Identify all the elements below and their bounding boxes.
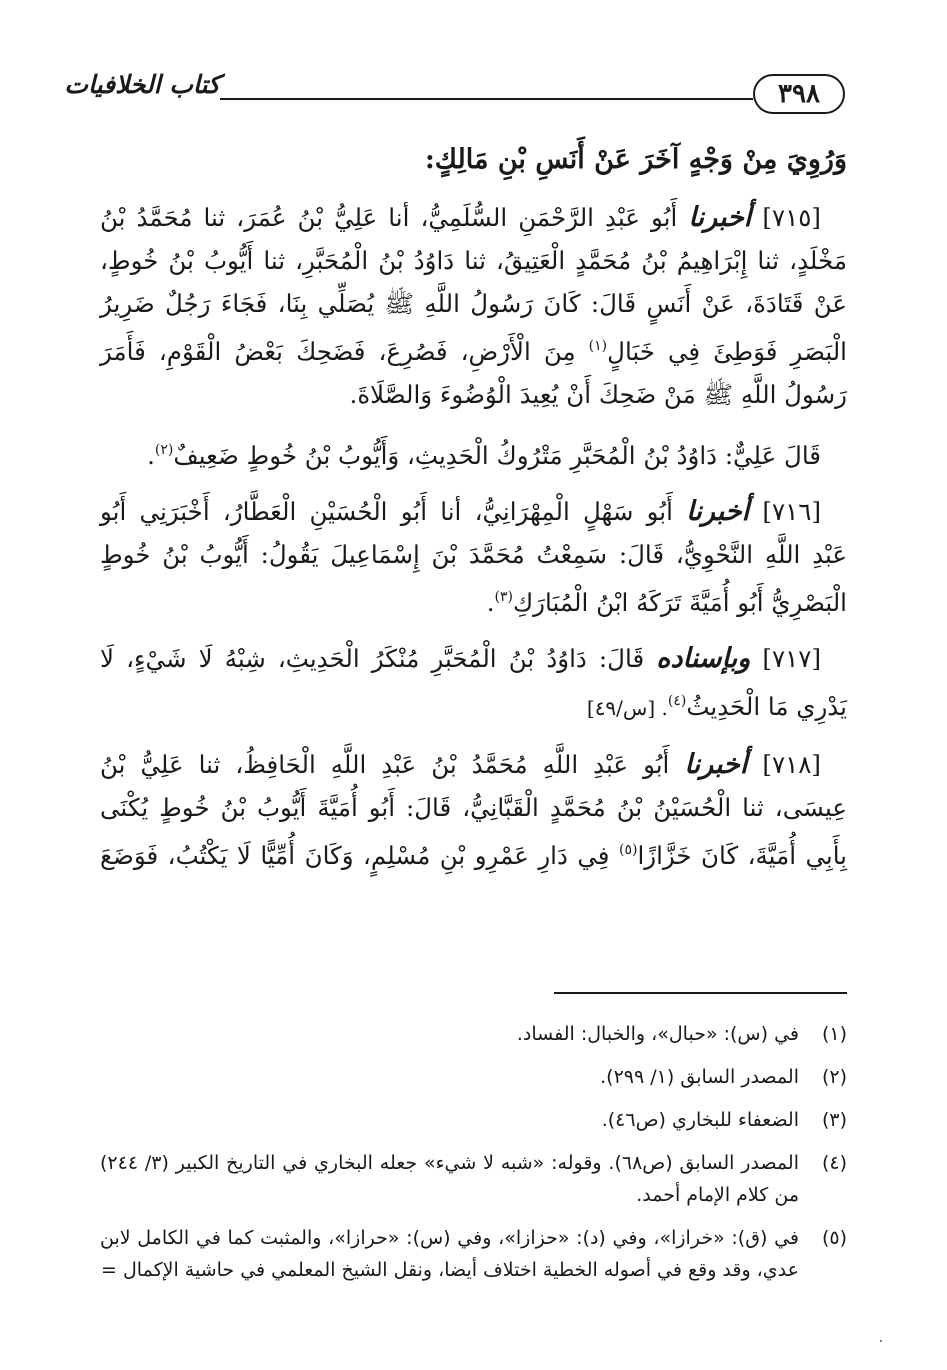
footnote-separator: [554, 992, 847, 994]
hadith-718-line-2: عِيسَى، ثنا الْحُسَيْنُ بْنُ مُحَمَّدٍ الْقَبَّانِيُّ، قَالَ: أَبُو أُمَيَّةَ أَيُّوبُ بْنُ خُوطٍ يُكْنَى: [100, 793, 847, 822]
footnote-5: [100, 1222, 847, 1286]
hadith-718-line-3: بِأَبِي أُمَيَّةَ، كَانَ خَزَّازًا$^{(٥)}$ فِي دَارِ عَمْرِو بْنِ مُسْلِمٍ، وَكَانَ أُمِّيًّا لَا يَكْتُبُ، فَوَضَعَ: [100, 841, 847, 870]
running-title: كتاب الخلافيات: [64, 70, 220, 99]
hadith-number: [٧١٧]: [762, 644, 821, 673]
hadith-number: [٧١٦]: [762, 497, 821, 526]
footnote-2: [100, 1061, 847, 1093]
hadith-716-line-2: عَبْدِ اللَّهِ النَّحْوِيُّ، قَالَ: سَمِعْتُ مُحَمَّدَ بْنَ إِسْمَاعِيلَ يَقُولُ: أَيُّوبُ بْنُ خُوطٍ: [100, 540, 847, 569]
section-heading: وَرُوِيَ مِنْ وَجْهٍ آخَرَ عَنْ أَنَسِ بْنِ مَالِكٍ:: [424, 144, 847, 175]
hadith-715-line-2: مَخْلَدٍ، ثنا إِبْرَاهِيمُ بْنُ مُحَمَّدٍ الْعَتِيقُ، ثنا دَاوُدُ بْنُ الْمُحَبَّرِ، ثنا أَيُّوبُ بْنُ خُوطٍ،: [100, 246, 847, 275]
hadith-715-line-1: [٧١٥] أخبرنا أَبُو عَبْدِ الرَّحْمَنِ السُّلَمِيُّ، أنا عَلِيُّ بْنُ عُمَرَ، ثنا مُحَمَّدُ بْنُ: [100, 202, 821, 233]
hadith-715: [100, 196, 847, 416]
footnote-text: الضعفاء للبخاري (ص٤٦).: [601, 1109, 799, 1131]
hadith-718: [100, 743, 847, 877]
hadith-717-line-2: يَدْرِي مَا الْحَدِيثُ$^{(٤)}$. [س/٤٩]: [586, 692, 847, 721]
page-number-badge: [753, 74, 845, 114]
commentary-ali: قَالَ عَلِيٌّ: دَاوُدُ بْنُ الْمُحَبَّرِ مَتْرُوكُ الْحَدِيثِ، وَأَيُّوبُ بْنُ خُوطٍ ضَعِيفٌ$^{(٢)}$.: [147, 441, 821, 470]
header-rule: [220, 98, 753, 100]
footnote-marker: (٥): [618, 842, 638, 858]
manuscript-ref: . [س/٤٩]: [586, 696, 668, 720]
footnote-text: في (ق): «خرازا»، وفي (د): «حزازا»، وفي (س): «حرازا»، والمثبت كما في الكامل لابن عدي، وقد وقع في أصوله الخطية اختلاف أيضا، ونقل الشيخ المعلمي في حاشية الإكمال =: [100, 1227, 799, 1281]
page-speck: [880, 1340, 882, 1342]
footnote-4: [100, 1147, 847, 1211]
hadith-717-line-1: [٧١٧] وبإسناده قَالَ: دَاوُدُ بْنُ الْمُحَبَّرِ مُنْكَرُ الْحَدِيثِ، شِبْهُ لَا شَيْءٍ، لَا: [100, 643, 821, 674]
footnote-number: (٤): [821, 1152, 847, 1174]
hadith-716-line-3: الْبَصْرِيُّ أَبُو أُمَيَّةَ تَرَكَهُ ابْنُ الْمُبَارَكِ$^{(٣)}$.: [486, 588, 847, 617]
hadith-717: [100, 637, 847, 730]
footnote-text: المصدر السابق (١/ ٢٩٩).: [600, 1066, 799, 1088]
footnote-marker: (٣): [494, 589, 513, 605]
hadith-keyword: أخبرنا: [688, 202, 752, 233]
page-number: ٣٩٨: [778, 79, 820, 109]
footnote-number: (١): [821, 1023, 847, 1045]
footnote-number: (٢): [821, 1066, 847, 1088]
footnotes: [100, 1018, 847, 1297]
hadith-number: [٧١٥]: [762, 203, 821, 232]
hadith-716: [100, 490, 847, 624]
page-header: [64, 70, 845, 126]
footnote-text: في (س): «حبال»، والخبال: الفساد.: [516, 1023, 799, 1045]
hadith-number: [٧١٨]: [762, 750, 821, 779]
footnote-3: [100, 1104, 847, 1136]
main-text: [100, 138, 847, 890]
hadith-keyword: أخبرنا: [684, 749, 748, 780]
hadith-715-line-4: الْبَصَرِ فَوَطِئَ فِي خَبَالٍ$^{(١)}$ مِنَ الْأَرْضِ، فَصُرِعَ، فَضَحِكَ بَعْضُ الْقَوْمِ، فَأَمَرَ: [100, 337, 847, 366]
hadith-keyword: وبإسناده: [656, 643, 751, 674]
hadith-718-line-1: [٧١٨] أخبرنا أَبُو عَبْدِ اللَّهِ مُحَمَّدُ بْنُ عَبْدِ اللَّهِ الْحَافِظُ، ثنا عَلِيُّ بْنُ: [100, 749, 821, 780]
footnote-number: (٣): [821, 1109, 847, 1131]
footnote-number: (٥): [821, 1227, 847, 1249]
footnote-marker: (٢): [154, 442, 174, 458]
footnote-marker: (١): [588, 338, 608, 354]
footnote-marker: (٤): [667, 693, 687, 709]
footnote-1: [100, 1018, 847, 1050]
footnote-text: المصدر السابق (ص٦٨). وقوله: «شبه لا شيء» جعله البخاري في التاريخ الكبير (٣/ ٢٤٤) من كلام الإمام أحمد.: [100, 1152, 799, 1206]
hadith-715-line-5: رَسُولُ اللَّهِ ﷺ مَنْ ضَحِكَ أَنْ يُعِيدَ الْوُضُوءَ وَالصَّلَاةَ.: [349, 380, 847, 409]
hadith-keyword: أخبرنا: [686, 496, 750, 527]
hadith-715-line-3: عَنْ قَتَادَةَ، عَنْ أَنَسٍ قَالَ: كَانَ رَسُولُ اللَّهِ ﷺ يُصَلِّي بِنَا، فَجَاءَ رَجُلٌ ضَرِيرُ: [100, 289, 847, 318]
hadith-716-line-1: [٧١٦] أخبرنا أَبُو سَهْلٍ الْمِهْرَانِيُّ، أنا أَبُو الْحُسَيْنِ الْعَطَّارُ، أَخْبَرَنِي أَبُو: [100, 496, 821, 527]
